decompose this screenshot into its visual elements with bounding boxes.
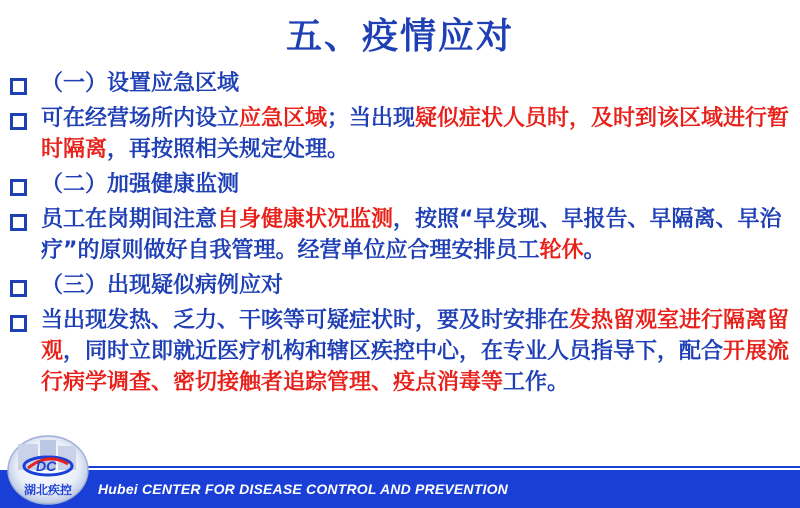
- bullet-item: [10, 305, 792, 398]
- text-segment: （二）加强健康监测: [41, 172, 240, 197]
- highlight-text: 开展流行病学调查、密切接触者追踪管理、疫点消毒等: [41, 339, 790, 395]
- hubei-cdc-logo-icon: [6, 432, 90, 506]
- highlight-text: 轮休: [539, 238, 584, 263]
- section-heading: [10, 169, 792, 200]
- slide-title: 五、疫情应对: [285, 16, 514, 57]
- bullet-text: [41, 305, 792, 398]
- text-segment: 工作。: [503, 370, 570, 395]
- logo-text: 湖北疾控: [23, 483, 73, 497]
- bullet-item: [10, 204, 792, 266]
- text-segment: （一）设置应急区域: [41, 71, 240, 96]
- svg-text:DC: DC: [36, 458, 57, 474]
- square-bullet-icon: [10, 214, 27, 231]
- highlight-text: 应急区域: [239, 106, 328, 131]
- text-segment: ；当出现: [327, 106, 416, 131]
- highlight-text: 发热留观室进行隔离留观: [41, 308, 790, 364]
- text-segment: （三）出现疑似病例应对: [41, 273, 284, 298]
- text-segment: ，同时立即就近医疗机构和辖区疾控中心，在专业人员指导下，配合: [63, 339, 724, 364]
- square-bullet-icon: [10, 280, 27, 297]
- footer-org-name: Hubei CENTER FOR DISEASE CONTROL AND PREVENTION: [98, 481, 508, 497]
- text-segment: ，再按照相关规定处理。: [107, 137, 350, 162]
- square-bullet-icon: [10, 78, 27, 95]
- square-bullet-icon: [10, 179, 27, 196]
- section-heading: [10, 270, 792, 301]
- text-segment: 。: [583, 238, 606, 263]
- slide-content: [10, 68, 792, 402]
- text-segment: 员工在岗期间注意: [41, 207, 218, 232]
- footer-divider: [70, 466, 800, 468]
- text-segment: ，按照“早发现、早报告、早隔离、早治疗”的原则做好自我管理。经营单位应合理安排员工: [41, 207, 782, 263]
- bullet-text: [41, 204, 792, 266]
- square-bullet-icon: [10, 113, 27, 130]
- square-bullet-icon: [10, 315, 27, 332]
- section-heading-text: [41, 270, 792, 301]
- highlight-text: 自身健康状况监测: [217, 207, 394, 232]
- section-heading: [10, 68, 792, 99]
- section-heading-text: [41, 68, 792, 99]
- section-heading-text: [41, 169, 792, 200]
- bullet-text: [41, 103, 792, 165]
- bullet-item: [10, 103, 792, 165]
- text-segment: 可在经营场所内设立: [41, 106, 240, 131]
- highlight-text: 疑似症状人员时，及时到该区域进行暂时隔离: [41, 106, 790, 162]
- text-segment: 当出现发热、乏力、干咳等可疑症状时，要及时安排在: [41, 308, 570, 333]
